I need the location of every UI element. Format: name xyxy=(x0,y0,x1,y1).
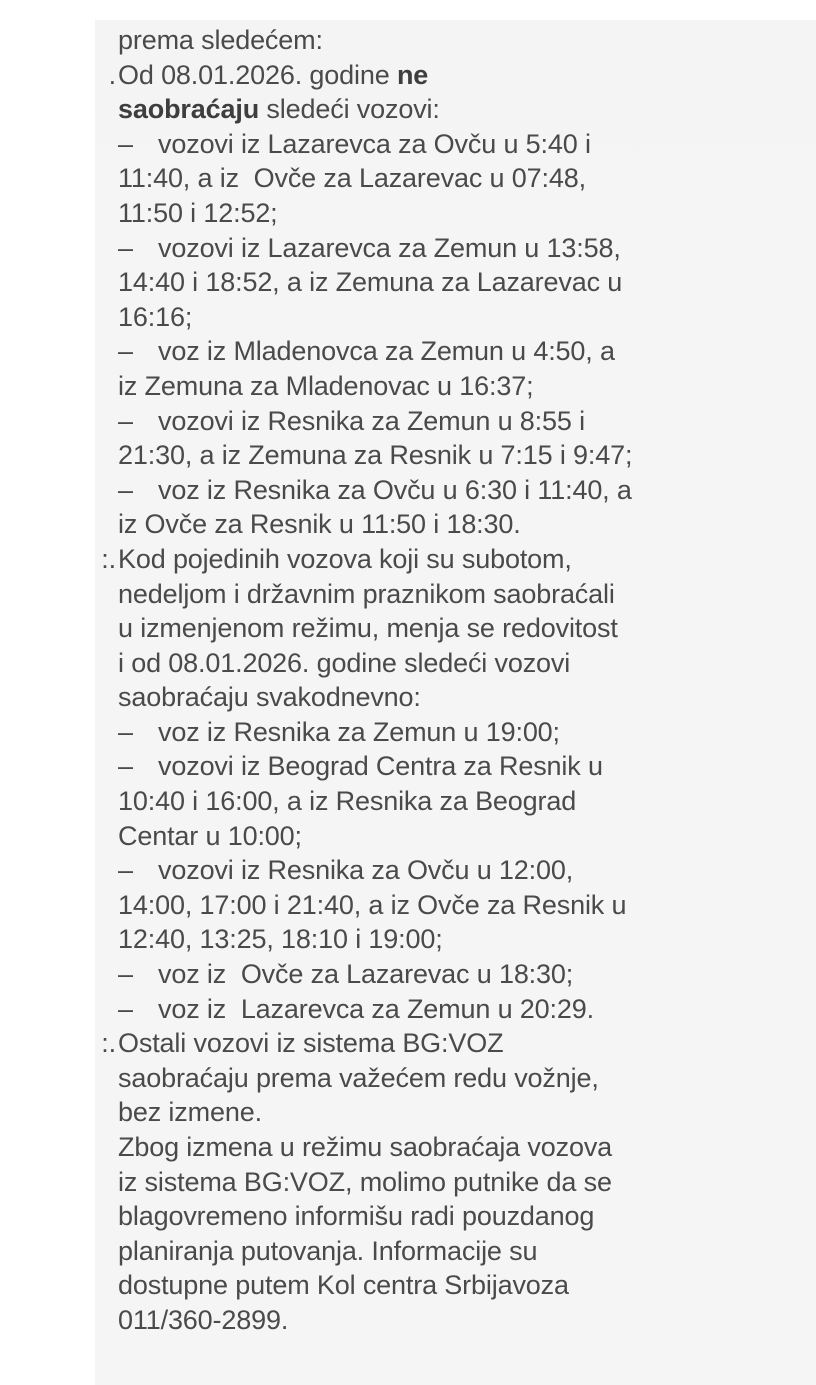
line-text: saobraćaju prema važećem redu vožnje, xyxy=(118,1062,599,1093)
line-text: vozovi iz Resnika za Zemun u 8:55 i xyxy=(158,405,585,436)
line-text: blagovremeno informišu radi pouzdanog xyxy=(118,1201,595,1232)
line-text: voz iz Lazarevca za Zemun u 20:29. xyxy=(158,993,594,1024)
document-line xyxy=(118,23,808,58)
document-line xyxy=(118,1303,808,1338)
document-line xyxy=(118,507,808,542)
document-line xyxy=(118,646,808,681)
line-text: 14:40 i 18:52, a iz Zemuna za Lazarevac u xyxy=(118,267,623,298)
line-text: voz iz Mladenovca za Zemun u 4:50, a xyxy=(158,336,615,367)
line-text: planiranja putovanja. Informacije su xyxy=(118,1235,538,1266)
line-text: vozovi iz Beograd Centra za Resnik u xyxy=(158,751,603,782)
list-dash: – xyxy=(118,751,133,782)
line-text: Zbog izmena u režimu saobraćaja vozova xyxy=(118,1132,613,1162)
document-line xyxy=(101,542,808,577)
line-text: vozovi iz Resnika za Ovču u 12:00, xyxy=(158,855,574,886)
line-text: iz sistema BG:VOZ, molimo putnike da se xyxy=(118,1166,612,1197)
document-line xyxy=(118,1199,808,1234)
document-line xyxy=(118,715,808,750)
document-line xyxy=(118,1165,808,1200)
document-line xyxy=(118,1268,808,1303)
line-text: Ostali vozovi iz sistema BG:VOZ xyxy=(118,1028,504,1059)
document-line xyxy=(118,611,808,646)
line-text: dostupne putem Kol centra Srbijavoza xyxy=(118,1270,569,1301)
line-text: 11:50 i 12:52; xyxy=(118,197,278,228)
document-line xyxy=(118,1061,808,1096)
document-text xyxy=(101,23,808,1338)
list-number-marker: . xyxy=(108,59,116,90)
line-text: saobraćaju svakodnevno: xyxy=(118,682,421,713)
left-margin xyxy=(0,0,95,1385)
document-line xyxy=(118,853,808,888)
line-text: vozovi iz Lazarevca za Zemun u 13:58, xyxy=(158,232,621,263)
line-text: 21:30, a iz Zemuna za Resnik u 7:15 i 9:47; xyxy=(118,440,633,471)
document-line xyxy=(118,819,808,854)
document-line xyxy=(118,749,808,784)
list-number-marker: :. xyxy=(101,1028,116,1059)
line-text: 011/360-2899. xyxy=(118,1304,289,1335)
list-dash: – xyxy=(118,959,133,990)
line-text: prema sledećem: xyxy=(118,25,323,55)
document-line xyxy=(118,127,808,162)
line-text: i od 08.01.2026. godine sledeći vozovi xyxy=(118,647,571,678)
document-line xyxy=(118,404,808,439)
document-line xyxy=(108,58,808,93)
document-line xyxy=(118,992,808,1027)
line-text: 10:40 i 16:00, a iz Resnika za Beograd xyxy=(118,786,577,817)
line-text: sledeći vozovi: xyxy=(259,94,440,125)
document-line xyxy=(118,300,808,335)
line-text: voz iz Resnika za Zemun u 19:00; xyxy=(158,716,560,747)
line-text: iz Ovče za Resnik u 11:50 i 18:30. xyxy=(118,509,521,540)
line-text: voz iz Resnika za Ovču u 6:30 i 11:40, a xyxy=(158,474,632,505)
document-line xyxy=(118,334,808,369)
line-text: Od 08.01.2026. godine xyxy=(118,59,397,90)
bold-text: saobraćaju xyxy=(118,94,260,125)
document-line xyxy=(118,888,808,923)
line-text: 16:16; xyxy=(118,301,193,332)
line-text: Kod pojedinih vozova koji su subotom, xyxy=(118,543,572,574)
document-line xyxy=(118,1130,808,1165)
list-dash: – xyxy=(118,232,133,263)
top-margin xyxy=(95,0,816,20)
line-text: iz Zemuna za Mladenovac u 16:37; xyxy=(118,370,534,401)
line-text: Centar u 10:00; xyxy=(118,820,302,851)
line-text: 12:40, 13:25, 18:10 i 19:00; xyxy=(118,924,443,955)
document-line xyxy=(118,438,808,473)
document-line xyxy=(118,92,808,127)
list-number-marker: :. xyxy=(101,543,116,574)
document-line xyxy=(118,196,808,231)
document-line xyxy=(118,473,808,508)
list-dash: – xyxy=(118,128,133,159)
list-dash: – xyxy=(118,716,133,747)
document-line xyxy=(118,957,808,992)
document-line xyxy=(118,369,808,404)
line-text: vozovi iz Lazarevca za Ovču u 5:40 i xyxy=(158,128,591,159)
line-text: nedeljom i državnim praznikom saobraćali xyxy=(118,578,615,609)
document-line xyxy=(101,1026,808,1061)
list-dash: – xyxy=(118,336,133,367)
document-line xyxy=(118,265,808,300)
document-line xyxy=(118,1095,808,1130)
document-line xyxy=(118,231,808,266)
line-text: bez izmene. xyxy=(118,1097,262,1128)
line-text: 14:00, 17:00 i 21:40, a iz Ovče za Resnik u xyxy=(118,889,627,920)
document-line xyxy=(118,784,808,819)
document-line xyxy=(118,161,808,196)
line-text: 11:40, a iz Ovče za Lazarevac u 07:48, xyxy=(118,163,586,194)
document-line xyxy=(118,577,808,612)
list-dash: – xyxy=(118,474,133,505)
line-text: voz iz Ovče za Lazarevac u 18:30; xyxy=(158,959,574,990)
document-line xyxy=(118,680,808,715)
document-line xyxy=(118,1234,808,1269)
document-line xyxy=(118,922,808,957)
line-text: u izmenjenom režimu, menja se redovitost xyxy=(118,613,618,644)
list-dash: – xyxy=(118,855,133,886)
bold-text: ne xyxy=(396,59,429,90)
list-dash: – xyxy=(118,405,133,436)
list-dash: – xyxy=(118,993,133,1024)
